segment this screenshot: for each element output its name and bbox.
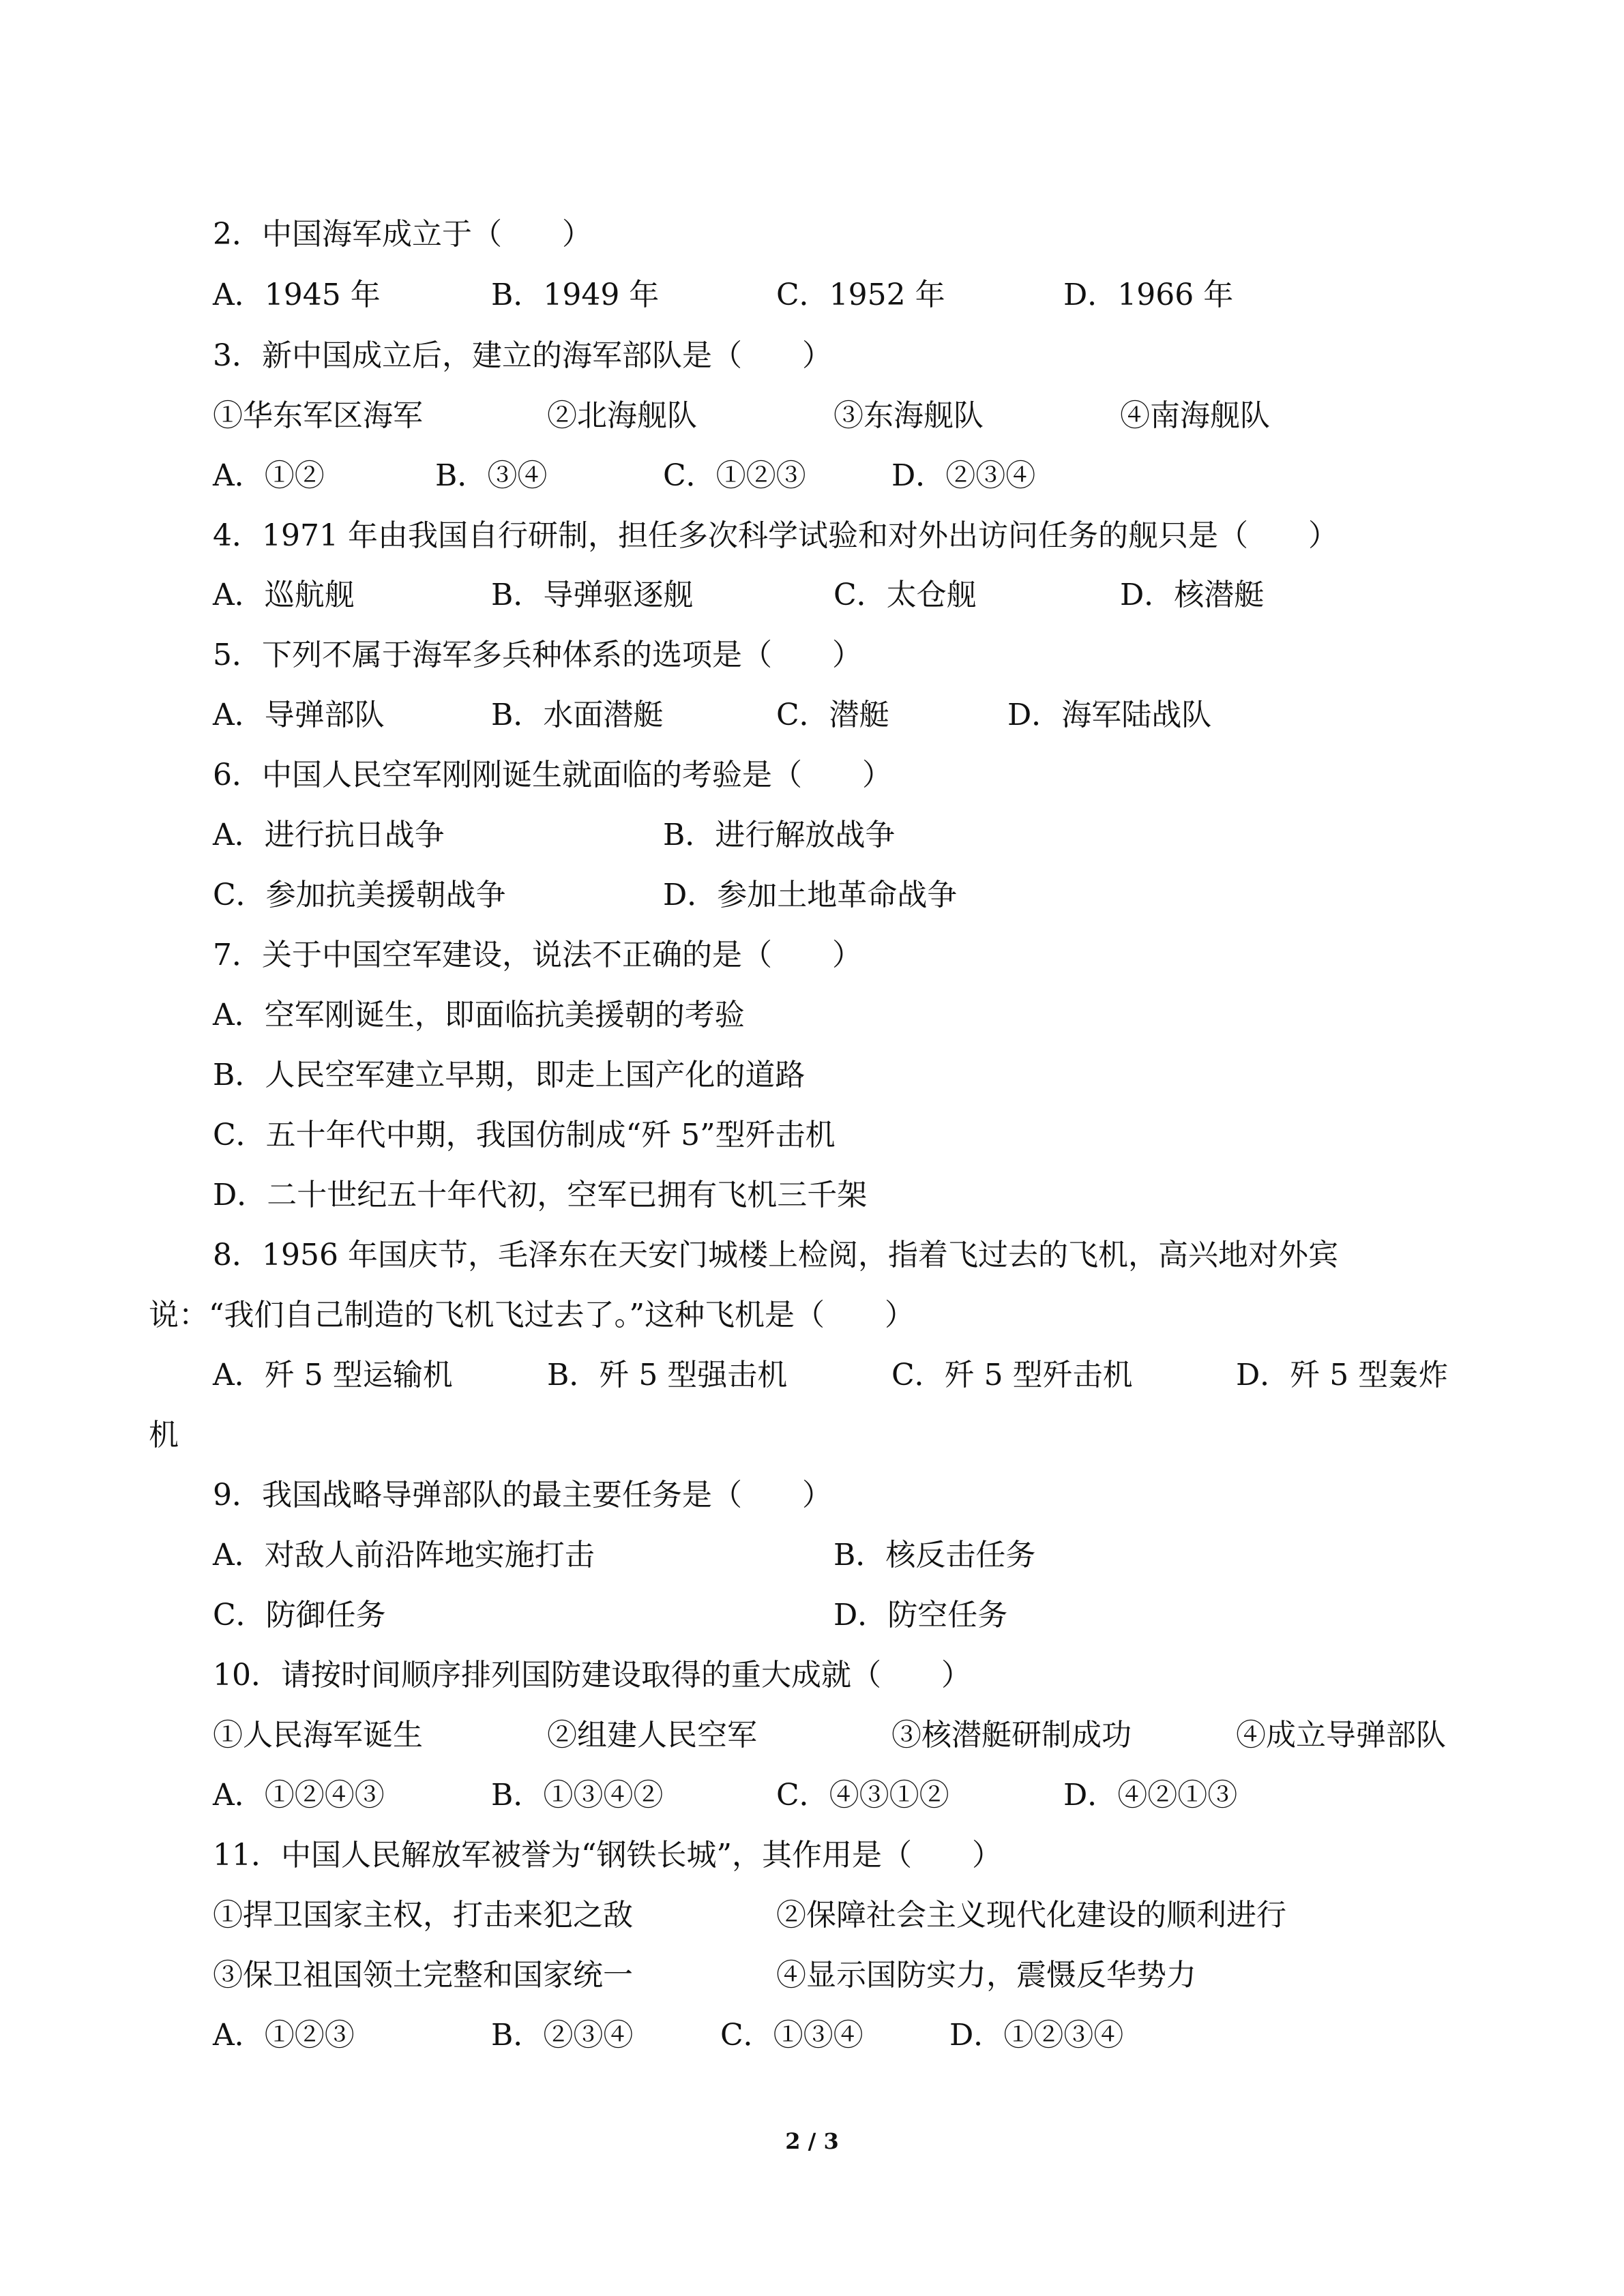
item-4: ④成立导弹部队: [1236, 1718, 1446, 1753]
option-c: C．歼 5 型歼击机: [891, 1358, 1133, 1392]
question-5-options: [213, 695, 1509, 736]
question-3-stem: 3．新中国成立后，建立的海军部队是（ ）: [213, 338, 832, 373]
option-d: D．①②③④: [949, 2018, 1124, 2053]
question-6-options-row1: [213, 815, 1509, 856]
question-4-options: [213, 575, 1509, 616]
question-8-options: [213, 1355, 1509, 1396]
option-d: D．歼 5 型轰炸: [1236, 1358, 1449, 1392]
question-8-stem-line2: 说：“我们自己制造的飞机飞过去了。”这种飞机是（ ）: [149, 1298, 915, 1332]
option-a: A．进行抗日战争: [213, 818, 445, 852]
item-3: ③东海舰队: [833, 398, 984, 433]
option-c: C．参加抗美援朝战争: [213, 878, 506, 912]
question-7-stem: 7．关于中国空军建设，说法不正确的是（ ）: [213, 938, 862, 972]
item-2: ②组建人民空军: [547, 1718, 757, 1753]
question-10-stem: 10．请按时间顺序排列国防建设取得的重大成就（ ）: [213, 1658, 971, 1693]
option-d: D．1966 年: [1063, 278, 1234, 312]
question-2-options: [213, 275, 1509, 316]
question-9-options-row2: [213, 1595, 1509, 1636]
question-4-stem: 4．1971 年由我国自行研制，担任多次科学试验和对外出访问任务的舰只是（ ）: [213, 518, 1338, 553]
item-1: ①人民海军诞生: [213, 1718, 423, 1753]
option-b: B．核反击任务: [833, 1538, 1036, 1572]
question-7-option-a: A．空军刚诞生，即面临抗美援朝的考验: [213, 998, 745, 1032]
item-2: ②北海舰队: [547, 398, 697, 433]
question-10-options: [213, 1775, 1509, 1816]
option-b: B．②③④: [491, 2018, 634, 2053]
question-2-stem: 2．中国海军成立于（ ）: [213, 217, 592, 252]
question-9-stem: 9．我国战略导弹部队的最主要任务是（ ）: [213, 1478, 832, 1512]
option-d: D．②③④: [891, 458, 1036, 493]
option-a: A．对敌人前沿阵地实施打击: [213, 1538, 595, 1572]
option-b: B．③④: [435, 458, 548, 493]
question-11-items-row2: [213, 1955, 1509, 1996]
item-3: ③核潜艇研制成功: [891, 1718, 1132, 1753]
page-number: 2 / 3: [785, 2128, 839, 2154]
question-3-options: [213, 456, 1509, 496]
question-8-option-wrap: 机: [149, 1418, 179, 1452]
option-a: A．导弹部队: [213, 698, 385, 732]
question-6-stem: 6．中国人民空军刚刚诞生就面临的考验是（ ）: [213, 758, 892, 792]
option-b: B．导弹驱逐舰: [491, 578, 694, 612]
option-c: C．1952 年: [776, 278, 945, 312]
option-a: A．巡航舰: [213, 578, 355, 612]
option-a: A．歼 5 型运输机: [213, 1358, 453, 1392]
question-11-options: [213, 2015, 1509, 2056]
option-c: C．④③①②: [776, 1778, 949, 1813]
option-d: D．④②①③: [1063, 1778, 1238, 1813]
question-8-stem-line1: 8．1956 年国庆节，毛泽东在天安门城楼上检阅，指着飞过去的飞机，高兴地对外宾: [213, 1238, 1338, 1272]
option-c: C．①②③: [663, 458, 806, 493]
option-d: D．参加土地革命战争: [663, 878, 958, 912]
option-d: D．海军陆战队: [1007, 698, 1212, 732]
question-11-stem: 11．中国人民解放军被誉为“钢铁长城”，其作用是（ ）: [213, 1838, 1002, 1873]
option-c: C．潜艇: [776, 698, 889, 732]
question-7-option-c: C．五十年代中期，我国仿制成“歼 5”型歼击机: [213, 1118, 836, 1152]
option-a: A．1945 年: [213, 278, 381, 312]
option-a: A．①②③: [213, 2018, 355, 2053]
question-7-option-d: D．二十世纪五十年代初，空军已拥有飞机三千架: [213, 1178, 868, 1212]
question-5-stem: 5．下列不属于海军多兵种体系的选项是（ ）: [213, 638, 862, 672]
item-1: ①华东军区海军: [213, 398, 423, 433]
option-d: D．防空任务: [833, 1598, 1008, 1632]
option-c: C．①③④: [720, 2018, 863, 2053]
option-b: B．歼 5 型强击机: [547, 1358, 788, 1392]
item-3: ③保卫祖国领土完整和国家统一: [213, 1958, 633, 1993]
item-4: ④南海舰队: [1120, 398, 1270, 433]
option-a: A．①②: [213, 458, 325, 493]
option-c: C．防御任务: [213, 1598, 386, 1632]
item-2: ②保障社会主义现代化建设的顺利进行: [776, 1898, 1286, 1933]
question-9-options-row1: [213, 1535, 1509, 1576]
option-b: B．进行解放战争: [663, 818, 896, 852]
option-b: B．水面潜艇: [491, 698, 664, 732]
option-c: C．太仓舰: [833, 578, 977, 612]
option-a: A．①②④③: [213, 1778, 385, 1813]
option-b: B．1949 年: [491, 278, 660, 312]
option-b: B．①③④②: [491, 1778, 664, 1813]
item-1: ①捍卫国家主权，打击来犯之敌: [213, 1898, 633, 1933]
question-7-option-b: B．人民空军建立早期，即走上国产化的道路: [213, 1058, 806, 1092]
question-10-items: [213, 1715, 1509, 1756]
question-3-items: [213, 396, 1509, 436]
question-11-items-row1: [213, 1895, 1509, 1936]
item-4: ④显示国防实力，震慑反华势力: [776, 1958, 1196, 1993]
option-d: D．核潜艇: [1120, 578, 1265, 612]
question-6-options-row2: [213, 875, 1509, 916]
